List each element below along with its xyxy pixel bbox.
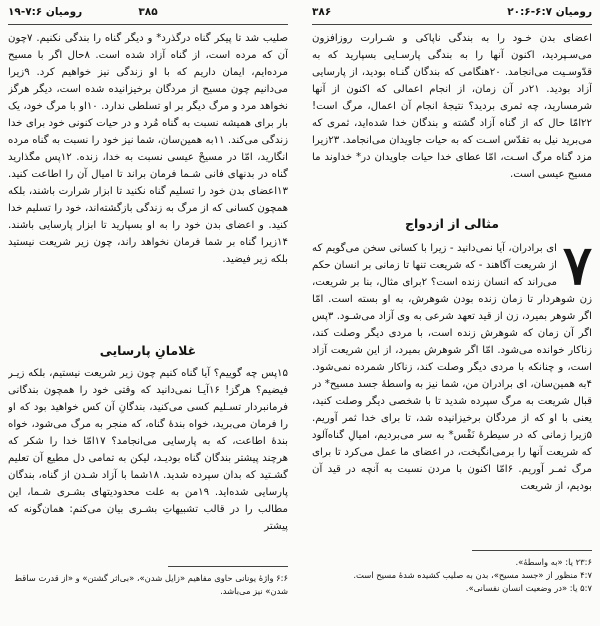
body-text-block	[312, 30, 592, 205]
running-title: رومیان ۷:۶-۱۹	[8, 6, 83, 18]
footnote-rule	[168, 566, 288, 567]
body-text-block	[8, 365, 288, 557]
running-title: رومیان ۶:۷-۲۰:۶	[507, 6, 592, 18]
footnotes	[8, 572, 288, 612]
section-heading: مثالی از ازدواج	[404, 216, 500, 231]
page-number: ۳۸۵	[138, 6, 158, 18]
section-heading: غلامانِ پارسایی	[99, 343, 197, 358]
left-page	[8, 0, 288, 626]
paragraph: صلیب شد تا پیکر گناه درگذرد* و دیگر گناه را بندگی نکنیم. ۷چون آن که مرده است، از گناه آزاد شده است. ۸حال اگر با مسیح مرده‌ایم، ایمان داریم که با او زندگی نیز خواهیم کرد. ۹زیرا می‌دانیم چون مسیح از مردگان برخیزانیده شده است، دیگر هرگز نخواهد مرد و مرگ دیگر بر او تسلطی ندارد. ۱۰او با مرگ خود، یک بار برای همیشه نسبت به گناه مُرد و در حیات کنونی خود برای خدا زندگی می‌کند. ۱۱به همین‌سان، شما نیز خود را نسبت به گناه مرده انگارید، امّا در مسیحْ عیسی نسبت به خدا، زنده. ۱۲پس مگذارید گناه در بدنهای فانی شـما فرمان براند تا امیال آن را اطاعت کنید. ۱۳اعضای بدن خود را تسلیم گناه نکنید تا ابزار شرارت باشند، بلکه همچون کسانی که از مرگ به زندگی بازگشته‌اند، خود را تسلیم خدا کنید. و اعضای بدن خود را به او بسپارید تا ابزار پارسایی باشند. ۱۴زیرا گناه بر شما فرمان نخواهد راند، چون زیر شریعت نیستید بلکه زیر فیضید.	[8, 33, 288, 265]
left-page-header	[8, 6, 288, 24]
body-text-block	[8, 30, 288, 336]
footnote: ۲۳:۶ یا: «به واسطهٔ».	[515, 557, 592, 567]
right-page-header	[312, 6, 592, 24]
footnote: ۵:۷ یا: «در وضعیت انسان نفسانی».	[465, 583, 592, 593]
paragraph: ۱۵پس چه گوییم؟ آیا گناه کنیم چون زیر شریعت نیستیم، بلکه زیـر فیضیم؟ هرگز! ۱۶آیـا نمی‌دانید که وقتی خود را همچون بندگانی فرمانبردار تسـلیم کسی می‌کنید، بندگانِ آن کس خواهید بود که او را فرمان می‌برید، خواه بندهٔ گناه، که منجر به مرگ می‌شود، خواه بندهٔ اطاعت، که به پارسایی می‌انجامد؟ ۱۷امّا خدا را شکر که هرچند پیشتر بندگان گناه بودیـد، لیکن به تمامی دل مطیع آن تعلیم گشـتید که بدان سپرده شدید. ۱۸شما با آزاد شـدن از گناه، بندگان پارسایی شده‌اید. ۱۹من به علت محدودیتهای بشـری شـما، این مطالب را در قالب تشبیهاتِ بشـری بیان می‌کنم: همان‌گونه که پیشتر	[8, 368, 288, 532]
paragraph: ای برادران، آیا نمی‌دانید - زیرا با کسانی سخن می‌گویم که از شریعت آگاهند - که شریعت تنها تا زمانی بر انسان حکم می‌راند که انسان زنده است؟ ۲برای مثال، بنا بر شریعت، زن شوهردار تا زمان زنده بودن شوهرش، به او بسته است. امّا اگر شوهر بمیرد، زن از قید تعهد شرعی به وی آزاد می‌شـود. ۳پس اگر آن زمان که شوهرش زنده است، با مردی دیگر وصلت کند، زناکار خوانده می‌شود. امّا اگر شوهرش بمیرد، از این شریعت آزاد است، و چنانکه با مردی دیگر وصلت کند، زناکار شمرده نمی‌شود. ۴به همین‌سان، ای برادران من، شما نیز به واسطهٔ جسد مسیح* در قبال شریعت به مرگ سپرده شدید تا با شخصی دیگر وصلت کنید، یعنی با او که از مردگان برخیزانیده شد، تا برای خدا ثمر آوریم. ۵زیرا زمانی که در سیطرهٔ نَفْس* به سر می‌بردیم، امیالِ گناه‌آلود که شریعت آنها را برمی‌انگیخت، در اعضای ما عمل می‌کرد تا برای مرگ ثمـر آوریم. ۶امّا اکنون با مردن نسبت به آنچه در قید آن بودیم، از شریعت	[312, 243, 592, 492]
header-rule	[8, 24, 288, 25]
header-rule	[312, 24, 592, 25]
footnote: ۴:۷ منظور از «جسد مسیح»، بدن به صلیب کشیده شدهٔ مسیح است.	[353, 570, 592, 580]
chapter-number: ۷	[562, 240, 592, 297]
footnotes	[312, 556, 592, 622]
footnote-rule	[472, 550, 592, 551]
paragraph: اعضای بدن خـود را به بندگی ناپاکی و شـرارت روزافزون می‌سـپردید، اکنون آنها را به بندگی پارسـایی بسپارید که به قدّوسـیت می‌انجامد. ۲۰هنگامی که بندگان گنـاه بودید، از پارسایی آزاد بودید. ۲۱در آن زمان، از انجام اعمالی که اکنون از آنها شرمسارید، چه ثمری بردید؟ نتیجهٔ انجام آن اعمال، مرگ است! ۲۲امّا حال که از گناه آزاد گشته و بندگان خدا شده‌اید، ثمری که می‌برید نیل به تقدّس اسـت که به حیات جاویدان می‌انجامد. ۲۳زیرا مزد گناه مرگ اسـت، امّا عطای خدا حیات جاویدان در* خداوند ما مسیح عیسی است.	[312, 33, 592, 180]
right-page	[312, 0, 592, 626]
body-text-block	[312, 240, 592, 540]
footnote: ۶:۶ واژهٔ یونانی حاوی مفاهیم «زایل شدن»، «بی‌اثر گشتن» و «از قدرت ساقط شدن» نیز می‌باشد.	[14, 573, 288, 596]
page-number: ۳۸۶	[312, 6, 332, 18]
